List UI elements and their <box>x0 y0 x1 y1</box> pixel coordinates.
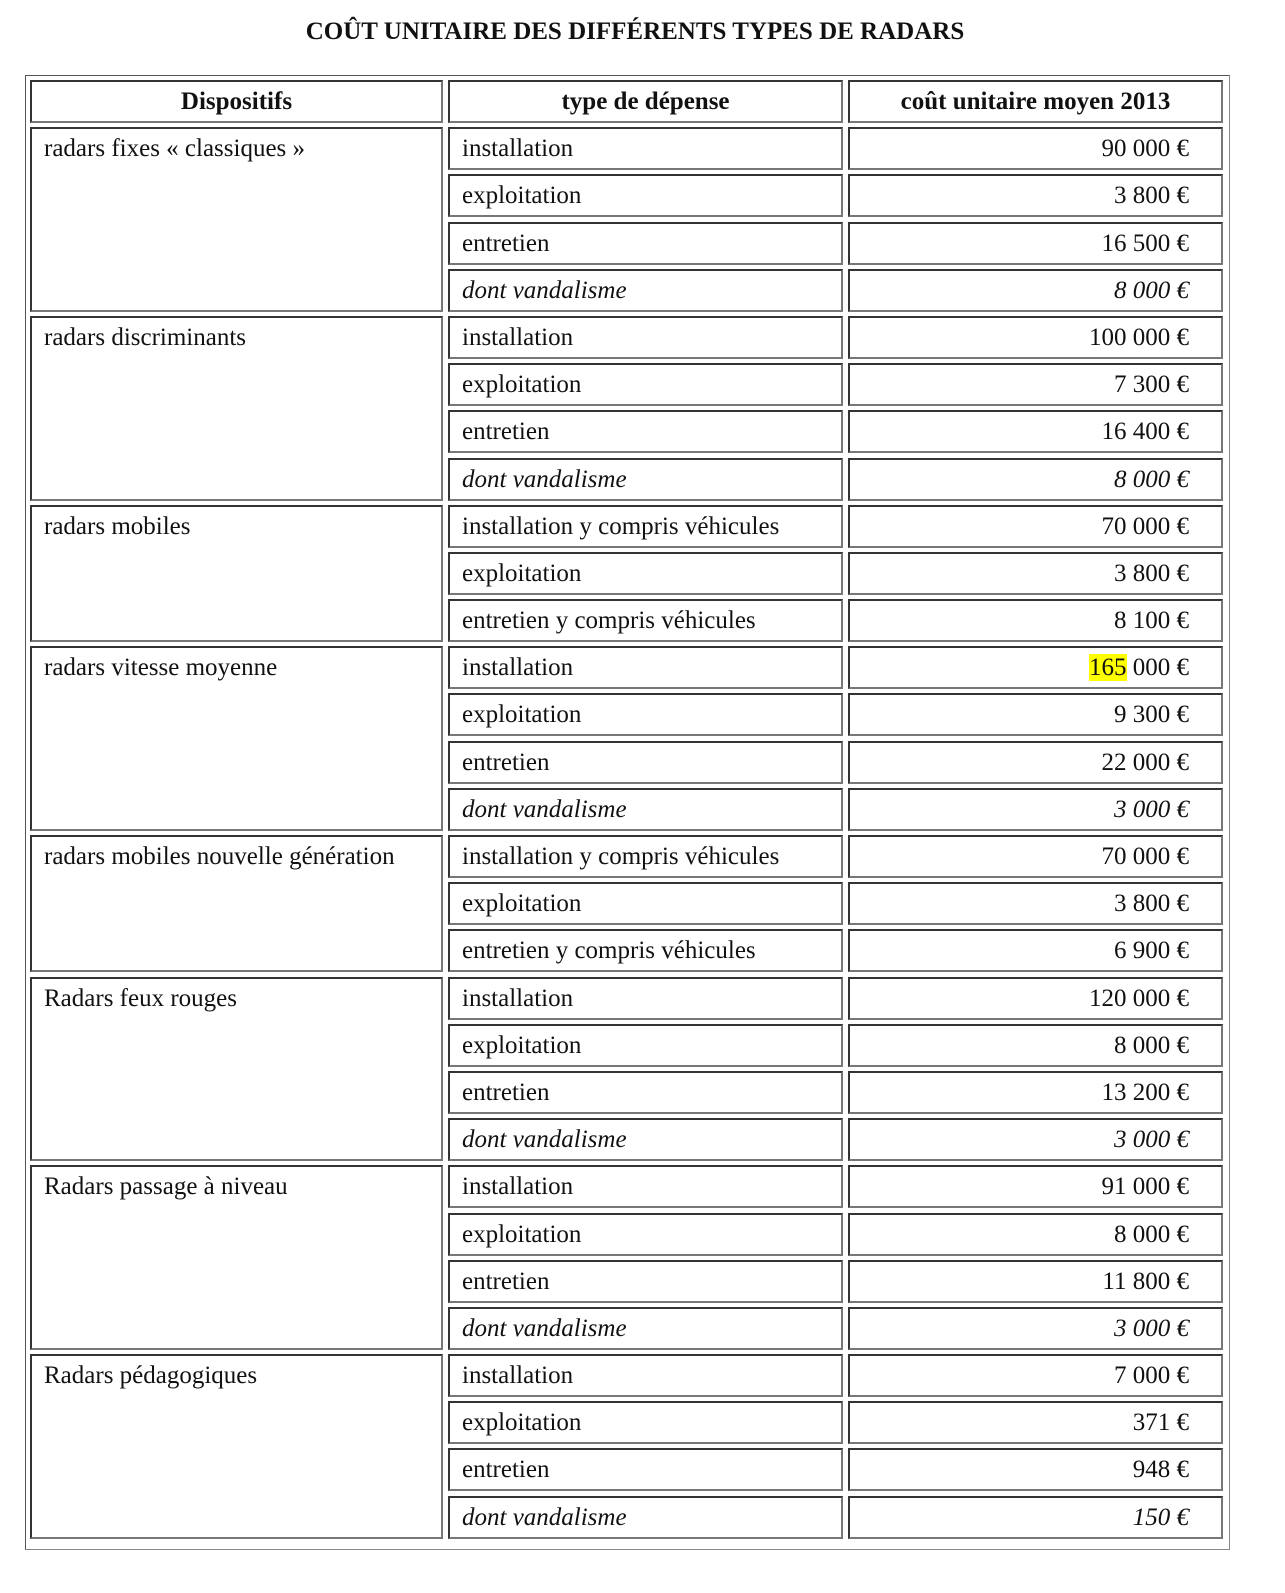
amount-remainder: 000 € <box>1126 654 1189 682</box>
expense-type-cell: entretien <box>448 1260 843 1303</box>
header-dispositifs: Dispositifs <box>30 80 443 123</box>
unit-cost-cell: 948 € <box>848 1448 1223 1491</box>
unit-cost-cell: 11 800 € <box>848 1260 1223 1303</box>
expense-type-cell: entretien y compris véhicules <box>448 599 843 642</box>
dispositif-cell: radars mobiles nouvelle génération <box>30 835 443 972</box>
expense-type-cell: installation y compris véhicules <box>448 835 843 878</box>
unit-cost-cell: 13 200 € <box>848 1071 1223 1114</box>
unit-cost-cell: 7 000 € <box>848 1354 1223 1397</box>
expense-type-cell: exploitation <box>448 1024 843 1067</box>
unit-cost-cell: 3 800 € <box>848 174 1223 217</box>
expense-type-cell: installation y compris véhicules <box>448 505 843 548</box>
table-grid <box>30 80 1223 1539</box>
expense-type-cell: entretien y compris véhicules <box>448 929 843 972</box>
dispositif-cell: Radars passage à niveau <box>30 1165 443 1350</box>
unit-cost-cell: 8 000 € <box>848 1213 1223 1256</box>
unit-cost-cell: 371 € <box>848 1401 1223 1444</box>
dispositif-cell: Radars feux rouges <box>30 977 443 1162</box>
expense-type-cell: exploitation <box>448 174 843 217</box>
unit-cost-cell: 91 000 € <box>848 1165 1223 1208</box>
unit-cost-cell: 9 300 € <box>848 693 1223 736</box>
highlighted-amount: 165 <box>1089 654 1127 682</box>
unit-cost-cell: 90 000 € <box>848 127 1223 170</box>
unit-cost-cell: 100 000 € <box>848 316 1223 359</box>
expense-type-cell: entretien <box>448 1071 843 1114</box>
unit-cost-cell <box>848 646 1223 689</box>
unit-cost-cell: 70 000 € <box>848 505 1223 548</box>
expense-type-cell: dont vandalisme <box>448 1118 843 1161</box>
expense-type-cell: installation <box>448 316 843 359</box>
expense-type-cell: dont vandalisme <box>448 458 843 501</box>
unit-cost-cell: 8 000 € <box>848 458 1223 501</box>
dispositif-cell: radars fixes « classiques » <box>30 127 443 312</box>
expense-type-cell: entretien <box>448 222 843 265</box>
radar-cost-table <box>25 75 1230 1550</box>
expense-type-cell: installation <box>448 977 843 1020</box>
unit-cost-cell: 3 000 € <box>848 788 1223 831</box>
expense-type-cell: installation <box>448 646 843 689</box>
expense-type-cell: dont vandalisme <box>448 1307 843 1350</box>
expense-type-cell: installation <box>448 127 843 170</box>
expense-type-cell: entretien <box>448 741 843 784</box>
expense-type-cell: installation <box>448 1165 843 1208</box>
unit-cost-cell: 3 000 € <box>848 1307 1223 1350</box>
header-cout-unitaire: coût unitaire moyen 2013 <box>848 80 1223 123</box>
unit-cost-cell: 120 000 € <box>848 977 1223 1020</box>
unit-cost-cell: 3 000 € <box>848 1118 1223 1161</box>
header-type-depense: type de dépense <box>448 80 843 123</box>
expense-type-cell: dont vandalisme <box>448 1496 843 1539</box>
unit-cost-cell: 8 000 € <box>848 1024 1223 1067</box>
expense-type-cell: entretien <box>448 410 843 453</box>
expense-type-cell: exploitation <box>448 693 843 736</box>
unit-cost-cell: 8 000 € <box>848 269 1223 312</box>
expense-type-cell: exploitation <box>448 1213 843 1256</box>
expense-type-cell: exploitation <box>448 363 843 406</box>
unit-cost-cell: 3 800 € <box>848 552 1223 595</box>
dispositif-cell: radars discriminants <box>30 316 443 501</box>
expense-type-cell: installation <box>448 1354 843 1397</box>
expense-type-cell: dont vandalisme <box>448 788 843 831</box>
expense-type-cell: exploitation <box>448 552 843 595</box>
unit-cost-cell: 150 € <box>848 1496 1223 1539</box>
dispositif-cell: Radars pédagogiques <box>30 1354 443 1539</box>
unit-cost-cell: 70 000 € <box>848 835 1223 878</box>
unit-cost-cell: 6 900 € <box>848 929 1223 972</box>
expense-type-cell: exploitation <box>448 882 843 925</box>
unit-cost-cell: 3 800 € <box>848 882 1223 925</box>
dispositif-cell: radars vitesse moyenne <box>30 646 443 831</box>
expense-type-cell: exploitation <box>448 1401 843 1444</box>
page-title: COÛT UNITAIRE DES DIFFÉRENTS TYPES DE RADARS <box>305 18 965 45</box>
expense-type-cell: entretien <box>448 1448 843 1491</box>
unit-cost-cell: 16 500 € <box>848 222 1223 265</box>
unit-cost-cell: 16 400 € <box>848 410 1223 453</box>
unit-cost-cell: 7 300 € <box>848 363 1223 406</box>
dispositif-cell: radars mobiles <box>30 505 443 642</box>
expense-type-cell: dont vandalisme <box>448 269 843 312</box>
unit-cost-cell: 8 100 € <box>848 599 1223 642</box>
unit-cost-cell: 22 000 € <box>848 741 1223 784</box>
